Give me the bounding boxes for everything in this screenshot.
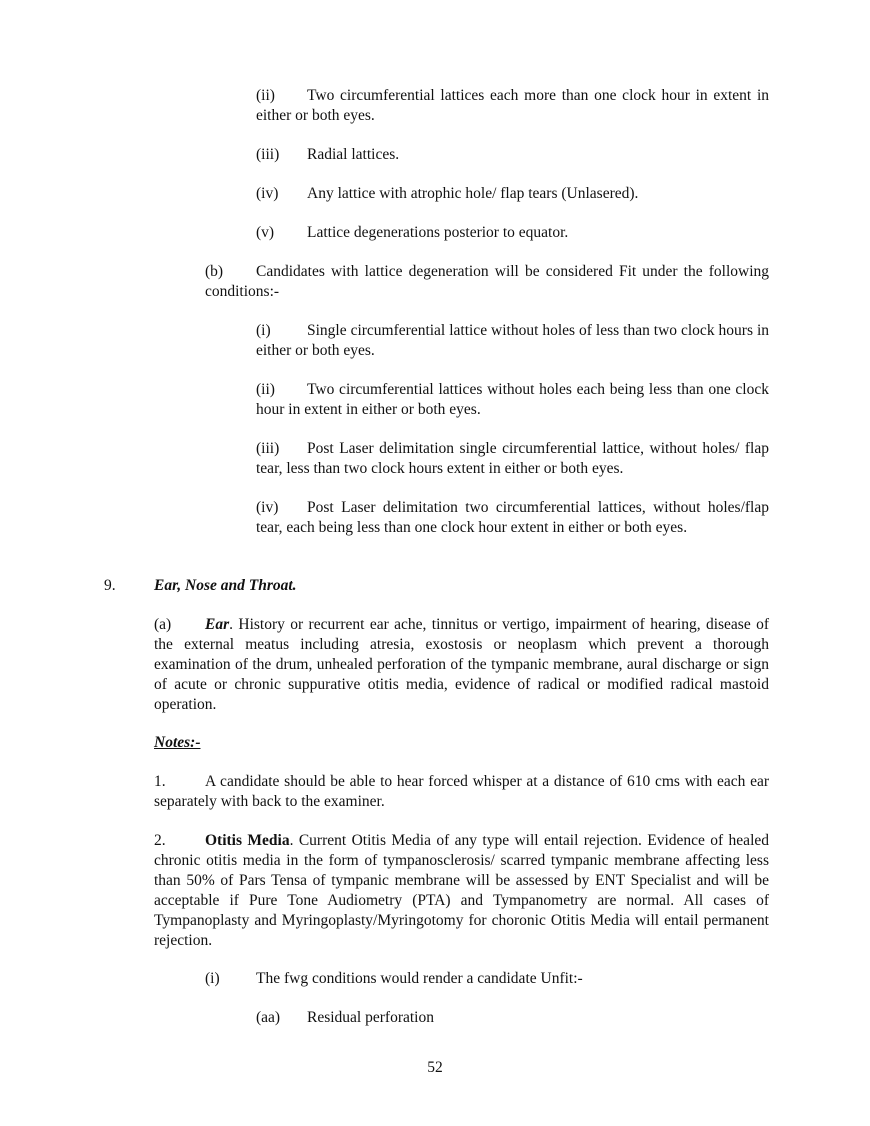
paragraph-text: Candidates with lattice degeneration will be considered Fit under the following conditions:- bbox=[205, 263, 769, 300]
ear-runin: Ear bbox=[205, 616, 230, 633]
item-label: (iii) bbox=[256, 440, 280, 457]
lattice-fit-paragraph bbox=[205, 262, 769, 302]
note-text: A candidate should be able to hear forced whisper at a distance of 610 cms with each ear separately with back to the examiner. bbox=[154, 773, 769, 810]
item-text: Two circumferential lattices each more than one clock hour in extent in either or both eyes. bbox=[256, 87, 769, 124]
item-label: (aa) bbox=[256, 1009, 281, 1026]
section-title: Ear, Nose and Throat. bbox=[154, 577, 297, 594]
residual-perforation bbox=[256, 1008, 769, 1028]
item-text: Residual perforation bbox=[307, 1009, 434, 1026]
unfit-conditions bbox=[205, 969, 769, 989]
lattice-unfit-item-ii bbox=[256, 86, 769, 126]
note-label: 2. bbox=[154, 832, 166, 849]
paragraph-label: (a) bbox=[154, 616, 172, 633]
note-2 bbox=[154, 831, 769, 951]
item-label: (v) bbox=[256, 224, 275, 241]
page-number: 52 bbox=[427, 1059, 443, 1076]
item-label: (iv) bbox=[256, 185, 279, 202]
section-heading bbox=[104, 576, 769, 596]
paragraph-text: . History or recurrent ear ache, tinnitus or vertigo, impairment of hearing, disease of the external meatus including atresia, exostosis or neoplasm which prevent a thorough examination of the drum, unhealed perforation of the tympanic membrane, aural discharge or sign of acute or chronic suppurative otitis media, evidence of radical or modified radical mastoid operation. bbox=[154, 616, 769, 713]
item-label: (ii) bbox=[256, 381, 275, 398]
note-1 bbox=[154, 772, 769, 812]
item-label: (ii) bbox=[256, 87, 275, 104]
lattice-unfit-item-v bbox=[256, 223, 769, 243]
lattice-fit-item-iv bbox=[256, 498, 769, 538]
item-text: Single circumferential lattice without holes of less than two clock hours in either or both eyes. bbox=[256, 322, 769, 359]
item-label: (iv) bbox=[256, 499, 279, 516]
item-text: Post Laser delimitation two circumferential lattices, without holes/flap tear, each being less than one clock hour extent in either or both eyes. bbox=[256, 499, 769, 536]
lattice-unfit-item-iv bbox=[256, 184, 769, 204]
item-label: (iii) bbox=[256, 146, 280, 163]
note-runin: Otitis Media bbox=[205, 832, 290, 849]
item-text: Lattice degenerations posterior to equator. bbox=[307, 224, 569, 241]
ear-paragraph bbox=[154, 615, 769, 715]
lattice-fit-item-i bbox=[256, 321, 769, 361]
note-text: . Current Otitis Media of any type will entail rejection. Evidence of healed chronic otitis media in the form of tympanosclerosis/ scarred tympanic membrane affecting less than 50% of Pars Tensa of tympanic membrane will be assessed by ENT Specialist and will be acceptable if Pure Tone Audiometry (PTA) and Tympanometry are normal. All cases of Tympanoplasty and Myringoplasty/Myringotomy for choronic Otitis Media will entail permanent rejection. bbox=[154, 832, 769, 949]
section-number: 9. bbox=[104, 577, 116, 594]
item-text: Radial lattices. bbox=[307, 146, 400, 163]
note-label: 1. bbox=[154, 773, 166, 790]
item-label: (i) bbox=[256, 322, 271, 339]
item-text: Any lattice with atrophic hole/ flap tears (Unlasered). bbox=[307, 185, 639, 202]
item-text: Two circumferential lattices without holes each being less than one clock hour in extent in either or both eyes. bbox=[256, 381, 769, 418]
lattice-fit-item-iii bbox=[256, 439, 769, 479]
item-text: Post Laser delimitation single circumferential lattice, without holes/ flap tear, less than two clock hours extent in either or both eyes. bbox=[256, 440, 769, 477]
paragraph-label: (b) bbox=[205, 263, 224, 280]
item-label: (i) bbox=[205, 970, 220, 987]
notes-heading: Notes:- bbox=[154, 734, 201, 751]
lattice-fit-item-ii bbox=[256, 380, 769, 420]
lattice-unfit-item-iii bbox=[256, 145, 769, 165]
item-text: The fwg conditions would render a candidate Unfit:- bbox=[256, 970, 583, 987]
